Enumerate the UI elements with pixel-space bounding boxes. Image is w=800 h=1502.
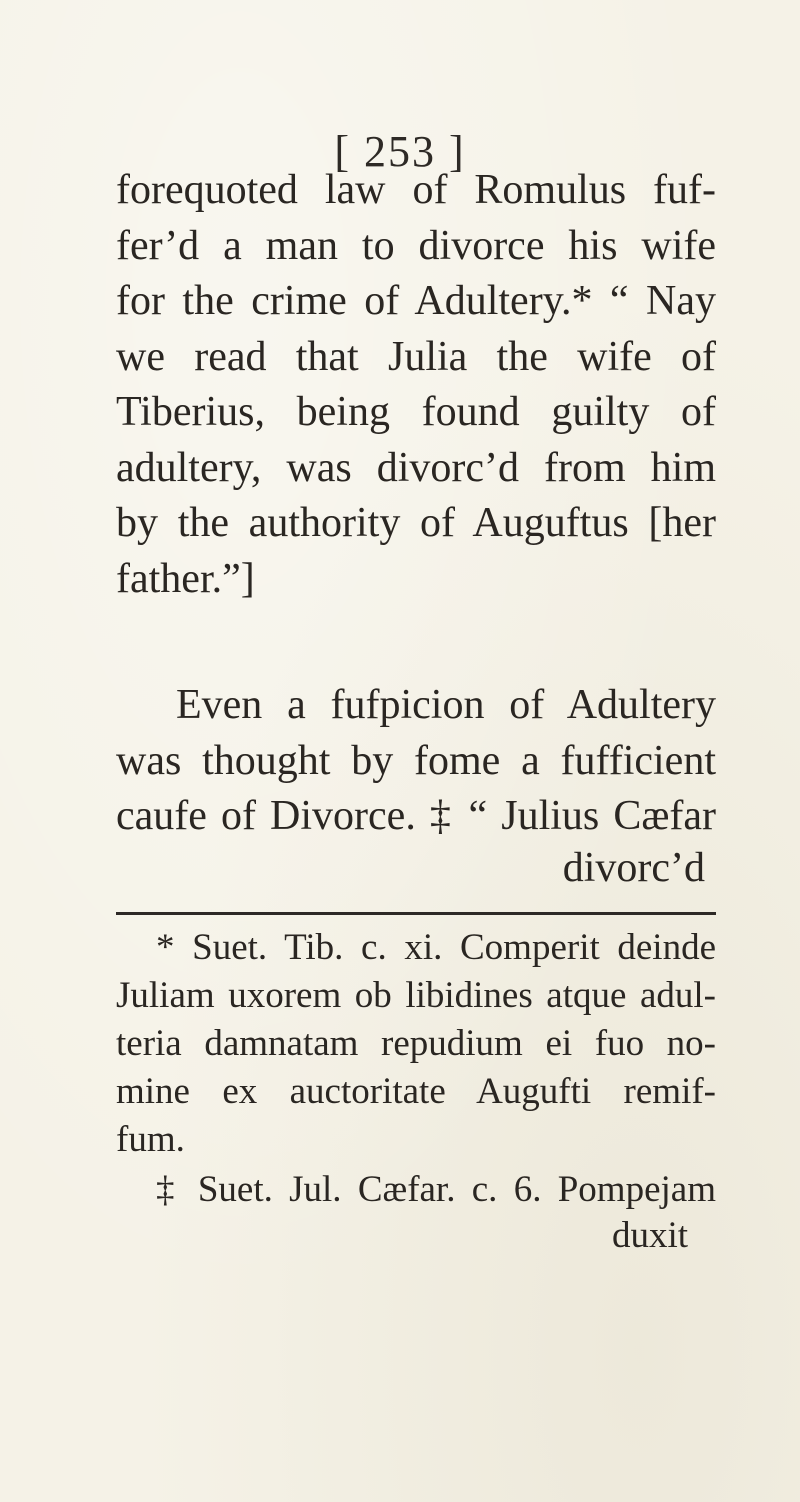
footnote-line: Juliam uxorem ob libidines atque adul-	[116, 975, 716, 1016]
paragraph-line: was thought by fome a fufficient	[116, 737, 716, 784]
paragraph-line: adultery, was divorc’d from him	[116, 444, 716, 491]
paragraph-1	[116, 163, 716, 607]
paragraph-line: caufe of Divorce. ‡ “ Julius Cæfar	[116, 793, 716, 839]
footnote-2	[116, 1166, 716, 1214]
footnote-divider	[116, 912, 716, 915]
paragraph-line: fer’d a man to divorce his wife	[116, 222, 716, 269]
catchword: divorc’d	[562, 845, 705, 891]
footnote-line: mine ex auctoritate Augufti remif-	[116, 1071, 716, 1112]
footnote-line: teria damnatam repudium ei fuo no-	[116, 1023, 716, 1064]
paragraph-line: father.”]	[116, 555, 255, 602]
paragraph-line: we read that Julia the wife of	[116, 333, 716, 380]
footnote-1	[116, 924, 716, 1164]
footnote-catchword: duxit	[611, 1215, 688, 1256]
footnote-line: * Suet. Tib. c. xi. Comperit deinde	[156, 927, 716, 968]
paragraph-2	[116, 678, 716, 845]
paragraph-line: for the crime of Adultery.* “ Nay	[116, 278, 716, 324]
paragraph-line: Even a fufpicion of Adultery	[176, 682, 716, 728]
page-number: [ 253 ]	[334, 127, 466, 176]
paragraph-line: Tiberius, being found guilty of	[116, 389, 716, 435]
footnote-line: ‡ Suet. Jul. Cæfar. c. 6. Pompejam	[156, 1169, 716, 1210]
paragraph-line: by the authority of Auguftus [her	[116, 500, 716, 546]
paragraph-line: forequoted law of Romulus fuf-	[116, 167, 716, 213]
footnote-line: fum.	[116, 1119, 185, 1160]
